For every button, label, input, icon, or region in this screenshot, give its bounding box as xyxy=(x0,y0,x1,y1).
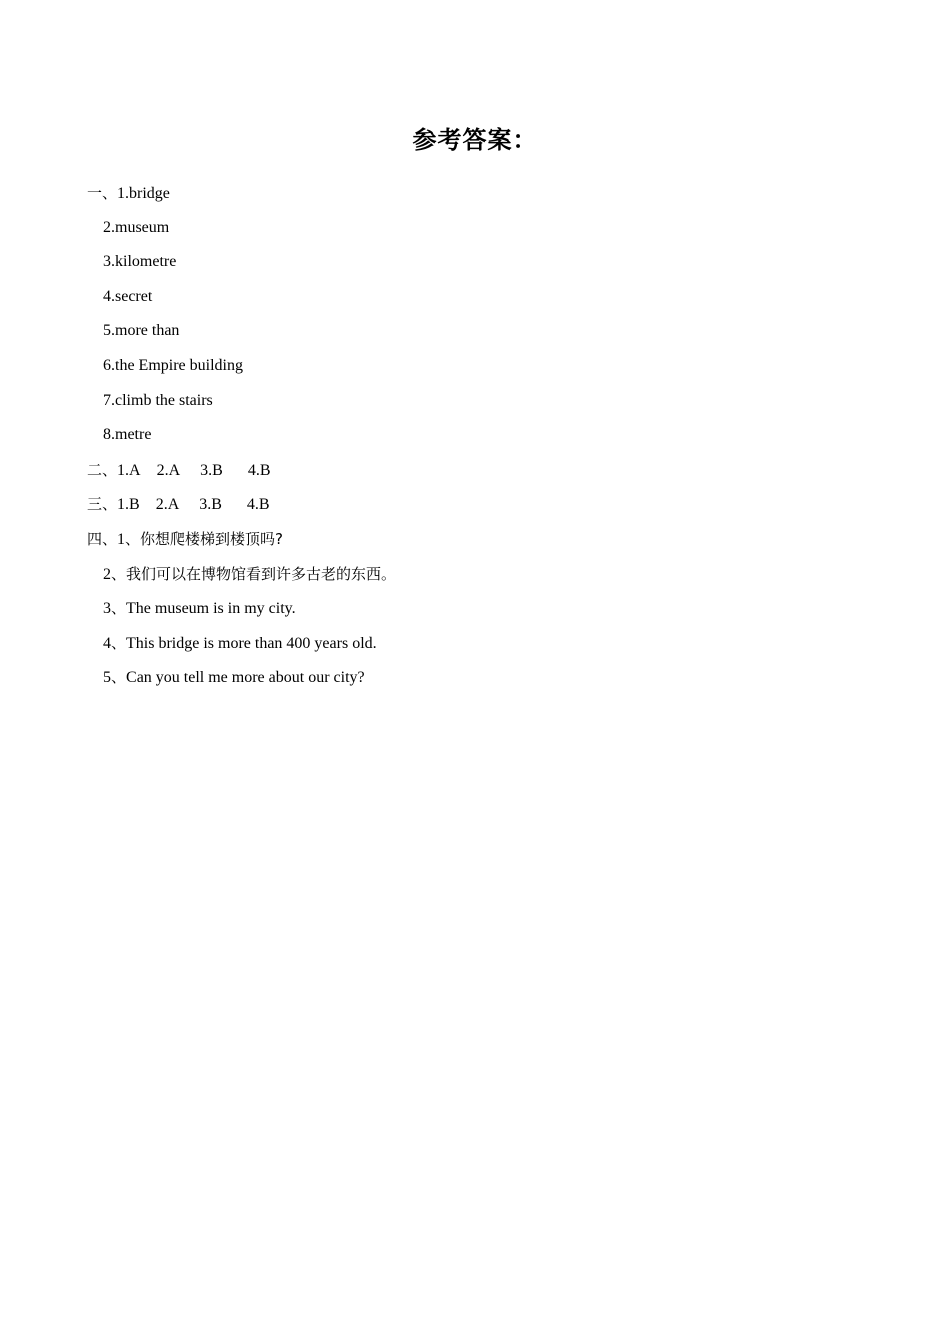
section-3-line xyxy=(87,491,887,526)
section-4-item-number: 2 xyxy=(103,565,111,583)
section-2-answer: 4.B xyxy=(247,461,271,479)
section-1-line xyxy=(87,249,887,284)
section-4-item-number: 3 xyxy=(103,600,111,618)
section-4-separator: 、 xyxy=(111,564,127,583)
section-3-answer: 2.A xyxy=(155,496,180,514)
section-1-line xyxy=(87,318,887,353)
section-4-item-number: 5 xyxy=(103,669,111,687)
section-4-item-text: 你想爬楼梯到楼顶吗? xyxy=(140,529,283,548)
section-4-separator: 、 xyxy=(111,668,127,687)
section-1-first-line xyxy=(87,180,887,215)
section-4-separator: 、 xyxy=(111,633,127,652)
section-1-item: 4.secret xyxy=(103,287,153,305)
section-1-line xyxy=(87,422,887,457)
section-1-line xyxy=(87,353,887,388)
section-2-answer: 2.A xyxy=(156,461,181,479)
section-1-item: 8.metre xyxy=(103,426,152,444)
section-4-item-text: The museum is in my city. xyxy=(126,600,296,618)
section-2-label: 二、 xyxy=(87,460,118,479)
section-3-answer: 4.B xyxy=(246,496,270,514)
section-1-item: 5.more than xyxy=(103,322,180,340)
section-4-item-number: 4 xyxy=(103,634,111,652)
section-2-line xyxy=(87,457,887,492)
section-4-item-text: 我们可以在博物馆看到许多古老的东西。 xyxy=(126,564,397,583)
section-1-item: 6.the Empire building xyxy=(103,356,243,374)
section-2-answer: 1.A xyxy=(117,461,141,479)
section-3-label: 三、 xyxy=(87,495,118,514)
section-4-item-text: This bridge is more than 400 years old. xyxy=(126,634,377,652)
section-1-item: 7.climb the stairs xyxy=(103,391,213,409)
section-1-item: 1.bridge xyxy=(117,185,170,202)
section-1-line xyxy=(87,388,887,423)
section-1-item: 2.museum xyxy=(103,218,170,236)
section-3-answer: 3.B xyxy=(199,496,222,514)
section-4-line xyxy=(87,561,887,596)
section-4-separator: 、 xyxy=(111,599,127,618)
section-1-label: 一、 xyxy=(87,184,118,202)
section-1-line xyxy=(87,284,887,319)
section-1-item: 3.kilometre xyxy=(103,253,177,271)
section-4-item-number: 1 xyxy=(117,530,126,548)
section-4-item-text: Can you tell me more about our city? xyxy=(126,669,365,687)
page-title: 参考答案： xyxy=(412,126,538,154)
section-4-line xyxy=(87,664,887,699)
answer-key-content xyxy=(87,180,887,699)
section-4-label: 四、 xyxy=(87,529,118,548)
section-3-answer: 1.B xyxy=(117,496,140,514)
section-4-line xyxy=(87,595,887,630)
section-4-first-line xyxy=(87,526,887,561)
section-1-line xyxy=(87,215,887,250)
section-4-separator: 、 xyxy=(125,529,141,548)
section-4-line xyxy=(87,630,887,665)
section-2-answer: 3.B xyxy=(200,461,223,479)
